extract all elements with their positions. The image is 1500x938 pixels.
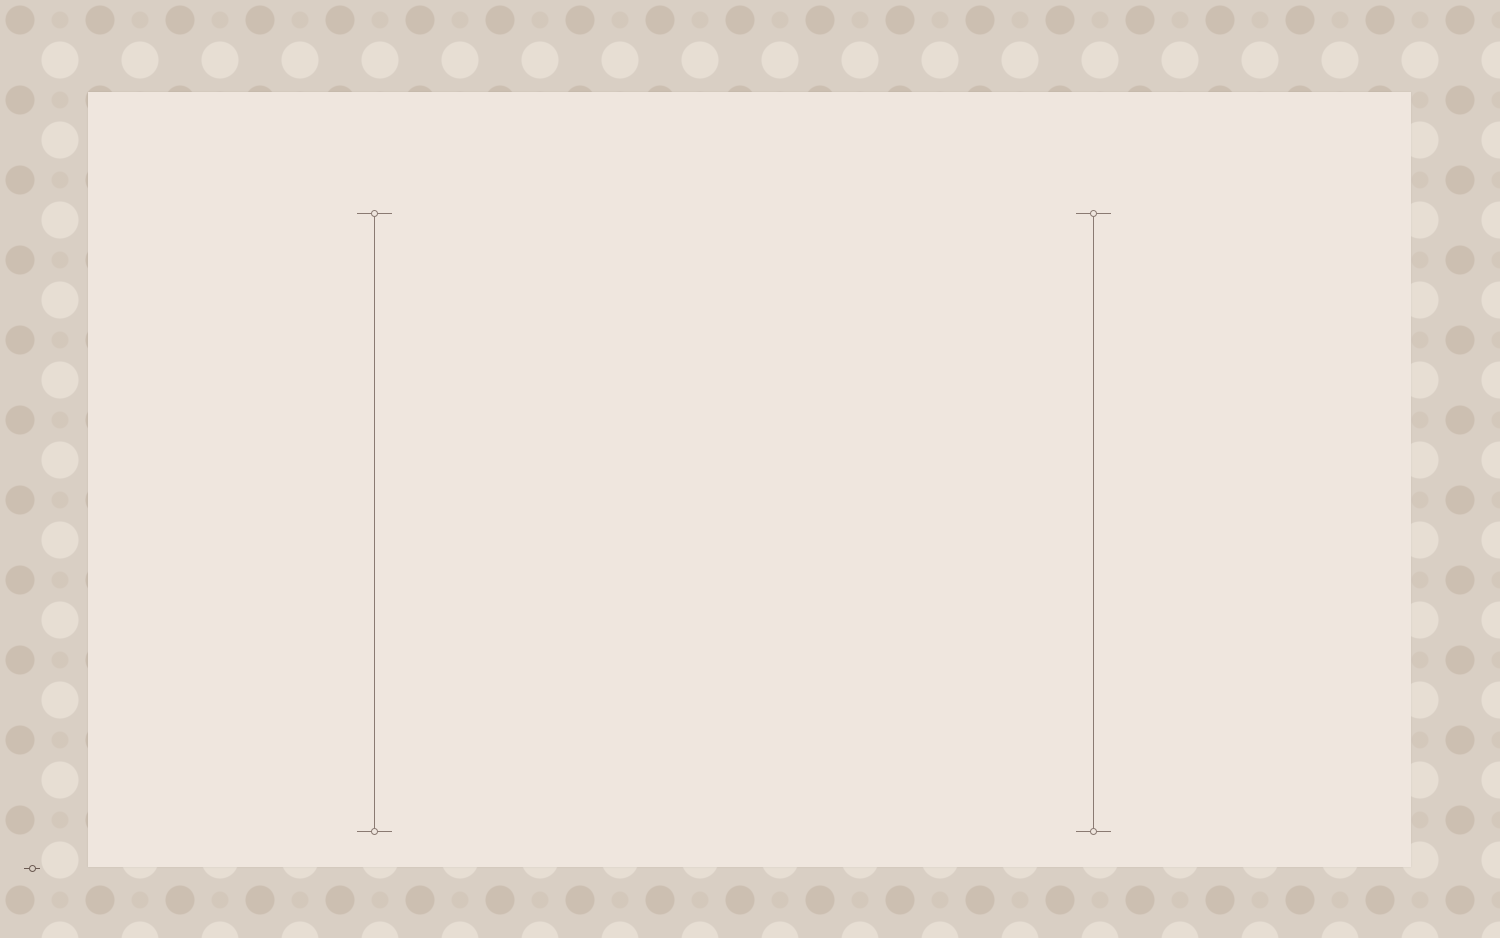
column-divider-right (1093, 213, 1094, 832)
page-folio-ornament (24, 863, 40, 873)
book-spread (88, 92, 1411, 867)
column-divider-left (374, 213, 375, 832)
